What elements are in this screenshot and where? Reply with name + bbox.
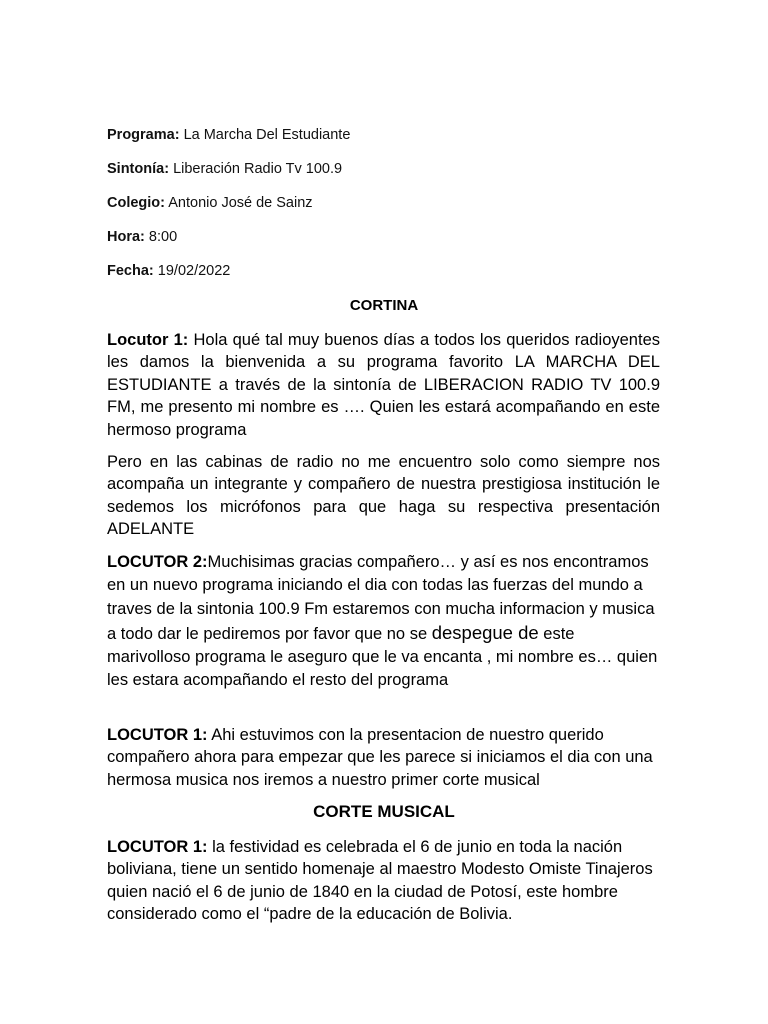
paragraph-text: Muchisimas gracias compañero… y así es nos encontramos en un nuevo programa iniciando el dia con todas las fuerzas del mundo a traves de la sintonia 100.9 Fm estaremos con mucha informacion y musica a todo dar le pediremos por favor que no se bbox=[107, 553, 655, 643]
colegio-label: Colegio: bbox=[107, 195, 165, 211]
colegio-line bbox=[107, 195, 313, 211]
paragraph-locutor1-festividad bbox=[107, 836, 660, 926]
paragraph-text: este marivolloso programa le aseguro que le va encanta , mi nombre es… quien les estara acompañando el resto del programa bbox=[107, 624, 658, 690]
fecha-value: 19/02/2022 bbox=[157, 263, 231, 279]
programa-label: Programa: bbox=[107, 127, 180, 143]
speaker-label: LOCUTOR 1: bbox=[107, 726, 208, 744]
paragraph-locutor1-intro bbox=[107, 329, 660, 441]
speaker-label: Locutor 1: bbox=[107, 331, 189, 349]
sintonia-label: Sintonía: bbox=[107, 161, 170, 177]
programa-line bbox=[107, 127, 350, 143]
speaker-label: LOCUTOR 2: bbox=[107, 553, 208, 571]
speaker-label: LOCUTOR 1: bbox=[107, 838, 208, 856]
section-heading-corte-musical: CORTE MUSICAL bbox=[313, 802, 455, 821]
sintonia-value: Liberación Radio Tv 100.9 bbox=[173, 161, 343, 177]
hora-line bbox=[107, 229, 177, 245]
colegio-value: Antonio José de Sainz bbox=[168, 195, 313, 211]
fecha-label: Fecha: bbox=[107, 263, 154, 279]
section-heading-cortina: CORTINA bbox=[349, 297, 419, 314]
paragraph-text: Ahi estuvimos con la presentacion de nuestro querido compañero ahora para empezar que les parece si iniciamos el dia con una hermosa musica nos iremos a nuestro primer corte musical bbox=[107, 726, 653, 789]
paragraph-text: Hola qué tal muy buenos días a todos los queridos radioyentes les damos la bienvenida a su programa favorito LA MARCHA DEL ESTUDIANTE a través de la sintonía de LIBERACION RADIO TV 100.9 FM, me presento mi nombre es …. Quien les estará acompañando en este hermoso programa bbox=[107, 331, 660, 439]
fecha-line bbox=[107, 263, 230, 279]
paragraph-locutor1-presentacion bbox=[107, 724, 660, 791]
sintonia-line bbox=[107, 161, 342, 177]
paragraph-text: Pero en las cabinas de radio no me encuentro solo como siempre nos acompaña un integrante y compañero de nuestra prestigiosa institución le sedemos los micrófonos para que haga su respectiva presentación ADELANTE bbox=[107, 453, 660, 539]
paragraph-cabinas bbox=[107, 451, 660, 541]
paragraph-text-large: despegue de bbox=[431, 621, 539, 643]
hora-label: Hora: bbox=[107, 229, 145, 245]
programa-value: La Marcha Del Estudiante bbox=[183, 127, 351, 143]
paragraph-locutor2 bbox=[107, 551, 660, 693]
hora-value: 8:00 bbox=[148, 229, 178, 245]
paragraph-text: la festividad es celebrada el 6 de junio en toda la nación boliviana, tiene un sentido homenaje al maestro Modesto Omiste Tinajeros quien nació el 6 de junio de 1840 en la ciudad de Potosí, este hombre considerado como el “padre de la educación de Bolivia. bbox=[107, 838, 653, 924]
